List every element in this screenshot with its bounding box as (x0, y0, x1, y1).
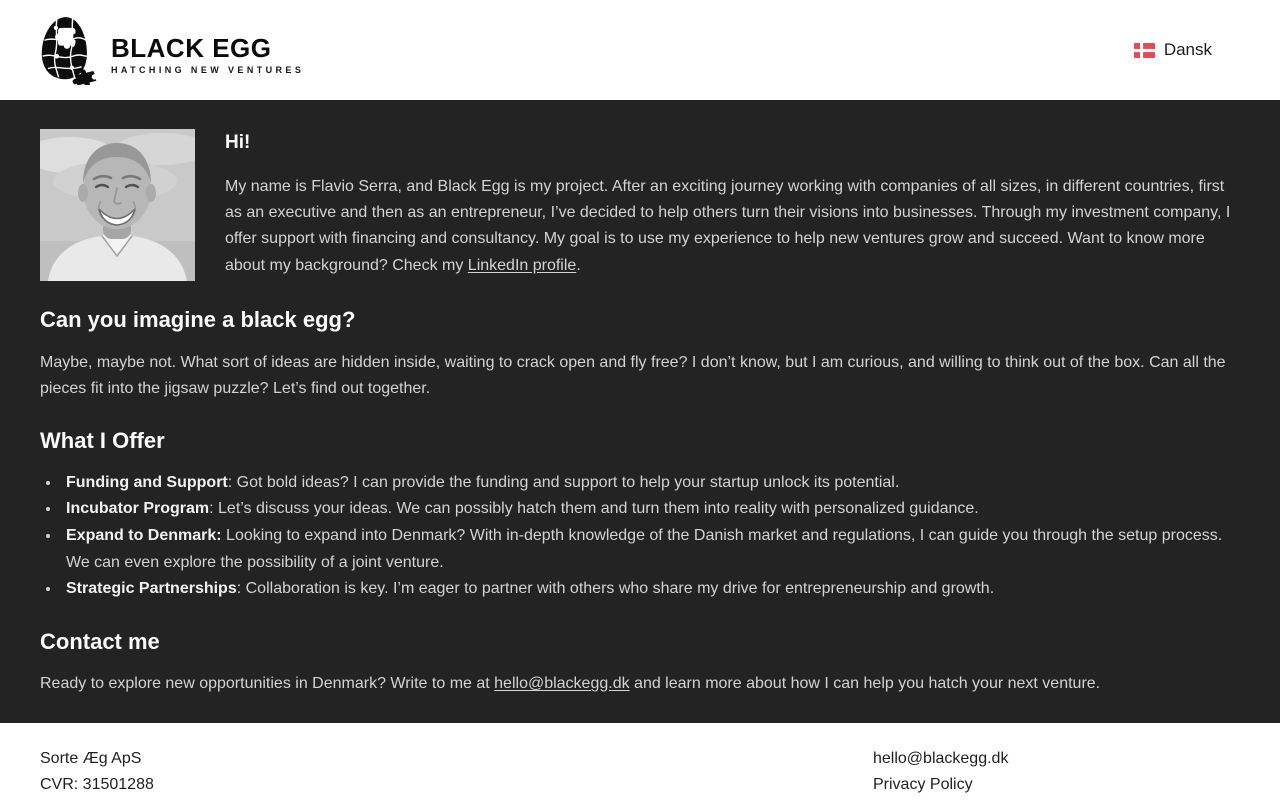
imagine-heading: Can you imagine a black egg? (40, 307, 356, 332)
language-switcher-label: Dansk (1163, 40, 1212, 59)
offer-item-incubator (61, 496, 1232, 523)
site-logo[interactable] (40, 15, 304, 85)
contact-heading: Contact me (40, 628, 160, 654)
contact-paragraph (40, 671, 1232, 697)
offer-list (40, 470, 1232, 603)
offer-item-term: Incubator Program (66, 500, 210, 518)
offer-item-desc: : Collaboration is key. I’m eager to partner with others who share my drive for entrepreneurship and growth. (236, 580, 995, 598)
offer-item-desc: : Let’s discuss your ideas. We can possibly hatch them and turn them into reality with personalized guidance. (209, 500, 979, 518)
footer-company-name: Sorte Æg ApS (40, 750, 142, 767)
linkedin-profile-link[interactable]: LinkedIn profile (467, 256, 577, 274)
footer-links-column (873, 746, 1240, 800)
offer-item-term: Strategic Partnerships (66, 580, 237, 598)
site-header (0, 0, 1280, 100)
imagine-paragraph: Maybe, maybe not. What sort of ideas are hidden inside, waiting to crack open and fly free? I don’t know, but I am curious, and willing to think out of the box. Can all the pieces fit into the jigsaw puzzle? Let’s find out together. (40, 353, 1226, 397)
logo-text (111, 25, 304, 75)
contact-email-link[interactable]: hello@blackegg.dk (494, 675, 630, 693)
footer-email-link[interactable]: hello@blackegg.dk (873, 750, 1009, 767)
intro-paragraph-end: . (576, 256, 581, 274)
footer-cvr: CVR: 31501288 (40, 776, 154, 794)
site-footer (0, 723, 1280, 800)
footer-privacy-policy-link[interactable]: Privacy Policy (873, 776, 973, 794)
offer-item-funding (61, 470, 1232, 497)
offer-item-term: Funding and Support (66, 473, 228, 491)
intro-paragraph-text: My name is Flavio Serra, and Black Egg is my project. After an exciting journey working with companies of all sizes, in different countries, first as an executive and then as an entrepreneur, I’ve decided to help others turn their visions into businesses. Through my investment company, I offer support with financing and consultancy. My goal is to use my experience to help new ventures grow and succeed. Want to know more about my background? Check my (225, 177, 1231, 274)
footer-company-column (40, 746, 873, 800)
offer-item-partnerships (61, 576, 1232, 603)
profile-photo (40, 129, 195, 281)
language-switcher[interactable] (1134, 40, 1212, 60)
contact-paragraph-text: Ready to explore new opportunities in Denmark? Write to me at (40, 675, 495, 693)
offer-heading: What I Offer (40, 428, 165, 454)
logo-tagline: HATCHING NEW VENTURES (111, 65, 305, 75)
logo-title: BLACK EGG (111, 33, 272, 63)
puzzle-egg-icon (40, 15, 102, 85)
offer-item-term: Expand to Denmark: (66, 526, 222, 544)
main-content (0, 100, 1280, 723)
intro-text (225, 129, 1232, 281)
intro-heading: Hi! (225, 132, 251, 153)
offer-item-expand (61, 523, 1232, 576)
contact-paragraph-end: and learn more about how I can help you hatch your next venture. (629, 675, 1101, 693)
intro-paragraph (225, 174, 1232, 279)
danish-flag-icon (1134, 43, 1155, 58)
offer-item-desc: : Got bold ideas? I can provide the funding and support to help your startup unlock its potential. (227, 473, 900, 491)
offer-item-desc: Looking to expand into Denmark? With in-depth knowledge of the Danish market and regulations, I can guide you through the setup process. We can even explore the possibility of a joint venture. (66, 526, 1223, 571)
intro-section (40, 129, 1232, 281)
